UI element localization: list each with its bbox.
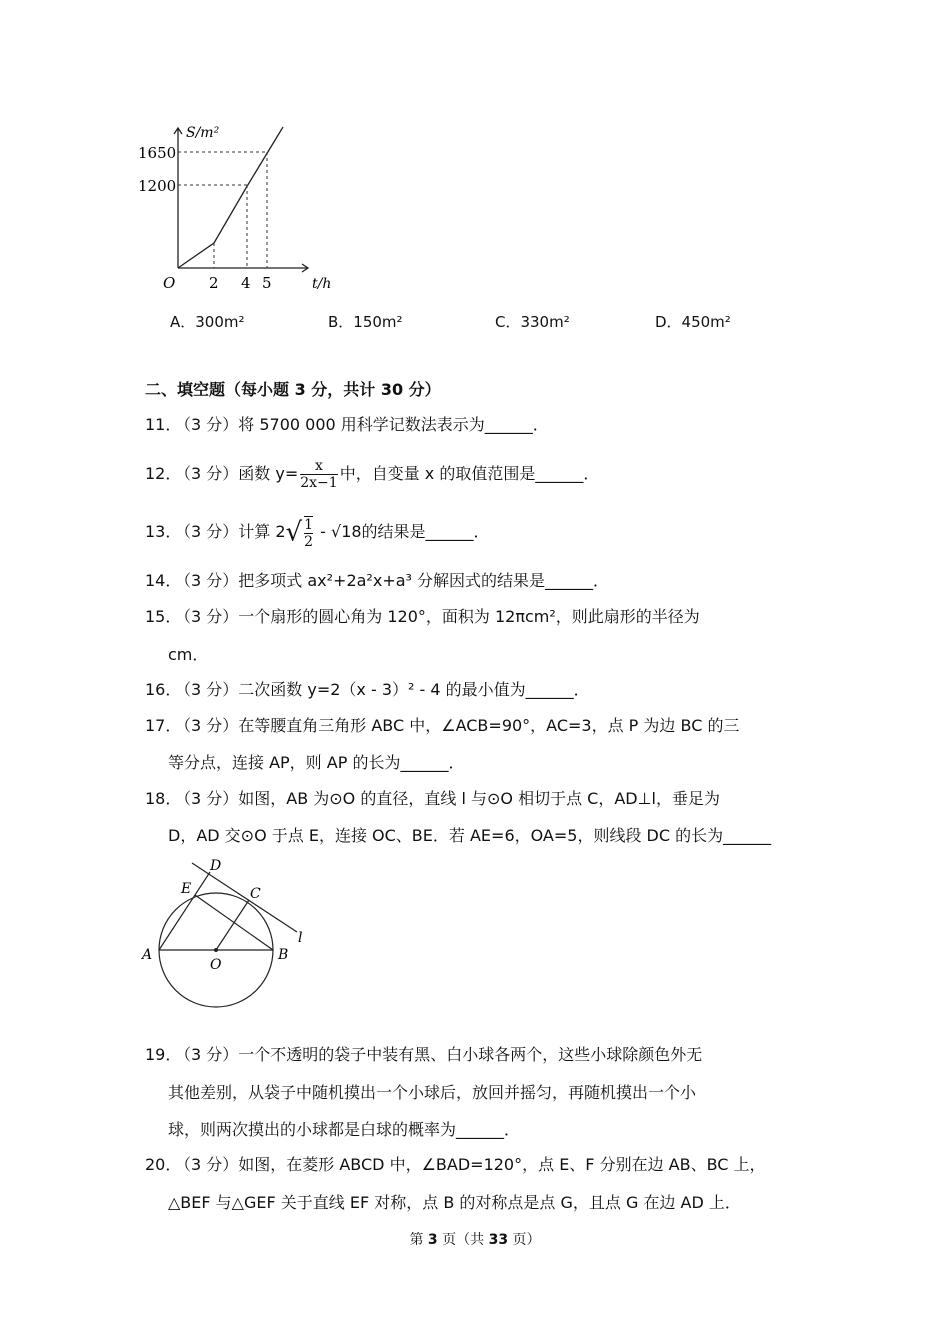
sqrt-expression: √ $\frac{1}{2}$ (285, 516, 314, 550)
origin-label: O (163, 274, 176, 292)
question-15: 15．（3 分）一个扇形的圆心角为 120°，面积为 12πcm²，则此扇形的半径为 (145, 607, 700, 626)
y-axis-label: S/m² (186, 125, 220, 141)
fraction: $\frac{x}{2x-1}$ (300, 458, 338, 491)
point-e-label: E (181, 881, 192, 897)
question-20: 20．（3 分）如图，在菱形 ABCD 中，∠BAD=120°，点 E、F 分别在边 AB、BC 上， (145, 1155, 766, 1174)
question-20-cont: △BEF 与△GEF 关于直线 EF 对称，点 B 的对称点是点 G，且点 G 在边 AD 上． (168, 1193, 741, 1212)
x-tick: 4 (241, 274, 251, 292)
y-tick: 1650 (138, 144, 177, 162)
question-16: 16．（3 分）二次函数 y=2（x - 3）² - 4 的最小值为______． (145, 680, 590, 699)
option-a: A．300m² (170, 313, 245, 331)
y-tick: 1200 (138, 177, 177, 195)
point-d-label: D (210, 858, 222, 874)
question-12: 12．（3 分）函数 y= $\frac{x}{2x-1}$ 中，自变量 x 的取值范围是______． (145, 458, 600, 491)
x-tick: 2 (209, 274, 219, 292)
x-axis-label: t/h (312, 276, 332, 292)
question-18: 18．（3 分）如图，AB 为⊙O 的直径，直线 l 与⊙O 相切于点 C，AD⊥l，垂足为 (145, 789, 720, 808)
question-19: 19．（3 分）一个不透明的袋子中装有黑、白小球各两个，这些小球除颜色外无 (145, 1045, 703, 1064)
question-14: 14．（3 分）把多项式 ax²+2a²x+a³ 分解因式的结果是______． (145, 571, 610, 590)
option-c: C．330m² (495, 313, 570, 331)
question-13: 13．（3 分）计算 2√ $\frac{1}{2}$ - √18的结果是______． (145, 514, 490, 551)
point-c-label: C (250, 886, 261, 902)
page-footer: 第 3 页（共 33 页） (409, 1232, 541, 1248)
question-15-cont: cm． (168, 645, 209, 664)
area-time-graph (0, 0, 340, 300)
circle-tangent-figure (130, 850, 330, 1020)
graph-line (178, 127, 283, 268)
question-17: 17．（3 分）在等腰直角三角形 ABC 中，∠ACB=90°，AC=3，点 P 为边 BC 的三 (145, 716, 740, 735)
section-title: 二、填空题（每小题 3 分，共计 30 分） (145, 380, 441, 399)
question-19-cont: 球，则两次摸出的小球都是白球的概率为______． (168, 1120, 521, 1139)
point-b-label: B (278, 947, 289, 963)
point-o-label: O (210, 957, 222, 973)
point-a-label: A (142, 947, 153, 963)
option-d: D．450m² (655, 313, 731, 331)
question-19-cont: 其他差别，从袋子中随机摸出一个小球后，放回并摇匀，再随机摸出一个小 (168, 1083, 697, 1102)
x-tick: 5 (262, 274, 272, 292)
question-11: 11．（3 分）将 5700 000 用科学记数法表示为______． (145, 415, 549, 434)
question-18-cont: D，AD 交⊙O 于点 E，连接 OC、BE．若 AE=6，OA=5，则线段 DC 的长为______ (168, 826, 772, 845)
line-l-label: l (298, 930, 303, 946)
option-b: B．150m² (328, 313, 403, 331)
question-17-cont: 等分点，连接 AP，则 AP 的长为______． (168, 753, 465, 772)
